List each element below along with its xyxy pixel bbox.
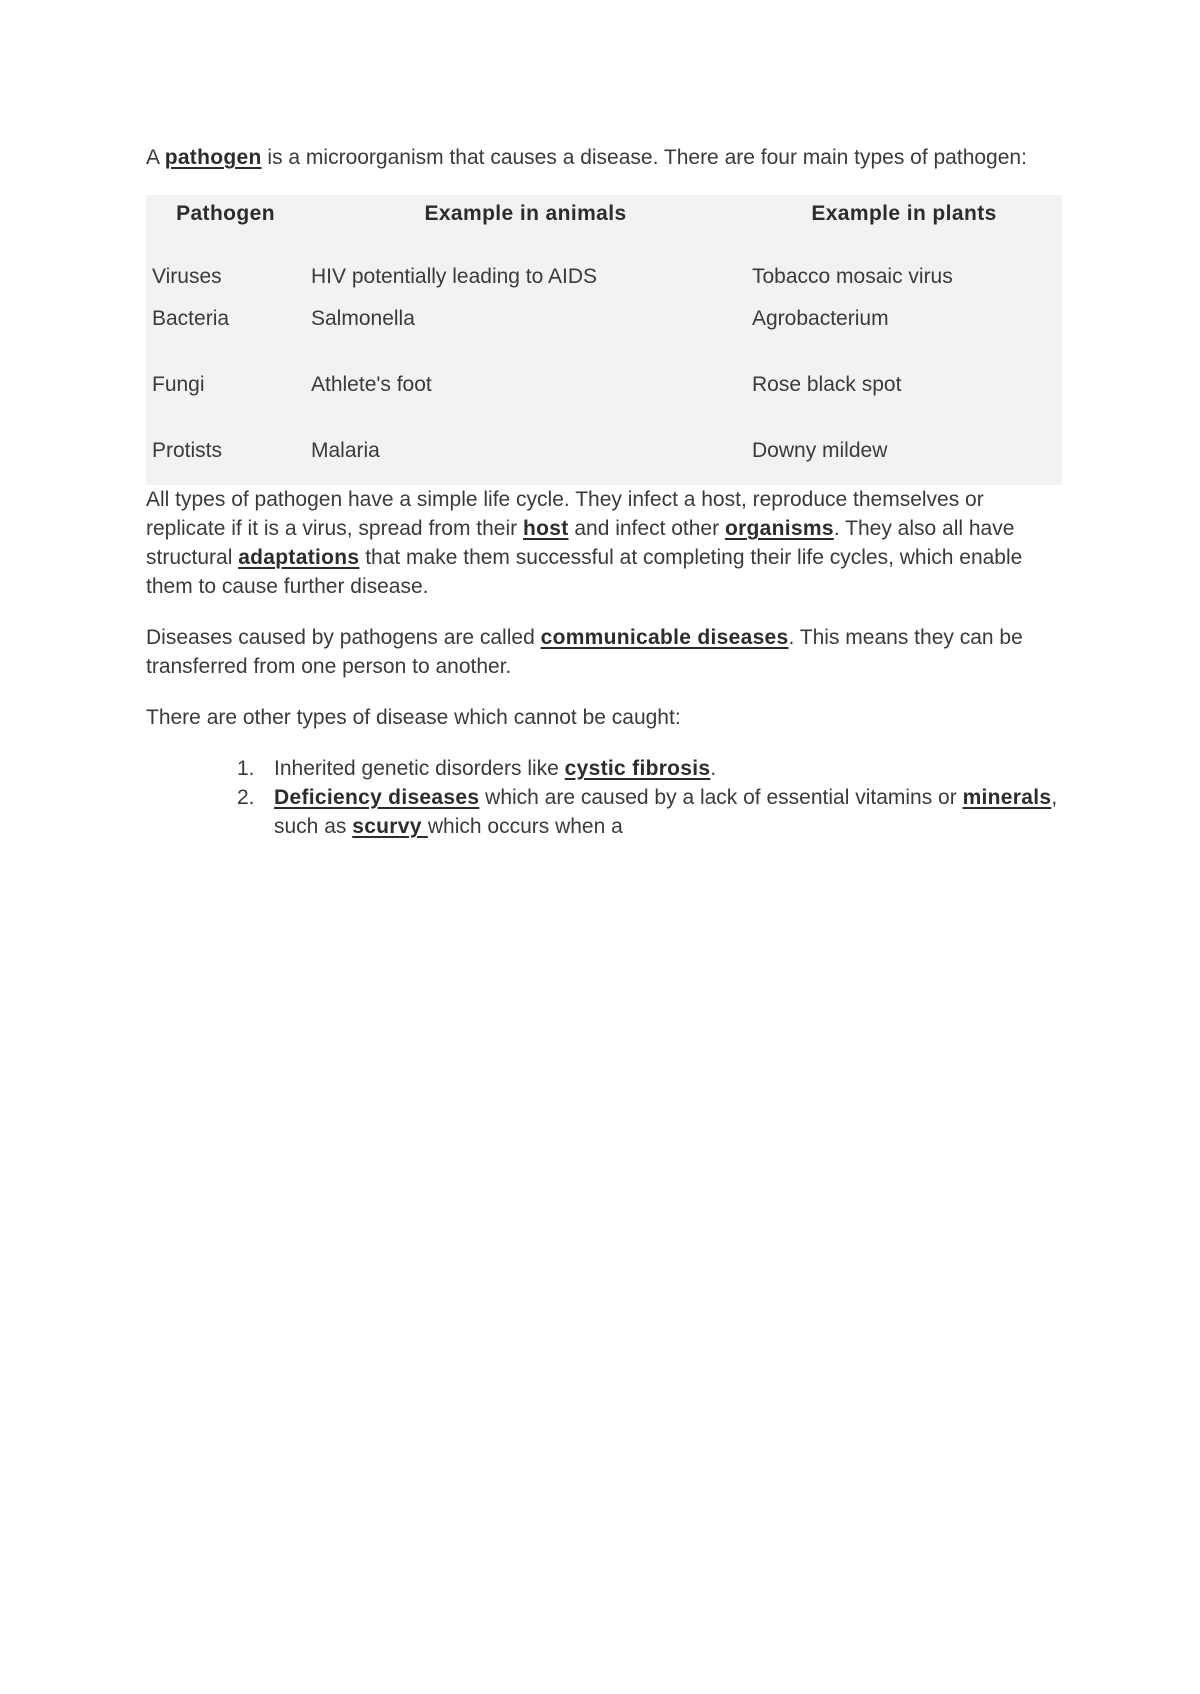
cell-plant-example: Rose black spot [752,373,902,396]
list-number: 1. [237,757,255,780]
list-item [237,754,1062,783]
cell-plant-example: Downy mildew [752,439,888,462]
term-deficiency-diseases: Deficiency diseases [274,786,480,809]
header-pathogen: Pathogen [176,202,275,225]
table-row [146,436,1062,485]
cell-animal-example: Athlete's foot [311,373,432,396]
term-pathogen: pathogen [164,146,262,169]
term-communicable-diseases: communicable diseases [540,626,789,649]
term-cystic-fibrosis: cystic fibrosis [564,757,711,780]
text-span: Diseases caused by pathogens are called [146,626,541,649]
header-example-animals: Example in animals [424,202,627,225]
table-row [146,370,1062,436]
text-span: which occurs when a [427,815,623,838]
cell-animal-example: Salmonella [311,307,415,330]
term-scurvy: scurvy [352,815,428,838]
cell-pathogen: Bacteria [152,307,230,330]
cell-animal-example: Malaria [311,439,380,462]
text-span: . This means they can be transferred from one person to another. [146,626,1023,678]
cell-pathogen: Protists [152,439,223,462]
cell-animal-example: HIV potentially leading to AIDS [311,265,598,288]
text-span: Inherited genetic disorders like [274,757,565,780]
list-item [237,783,1062,841]
term-adaptations: adaptations [238,546,360,569]
text-span: , such as [274,786,1058,838]
life-cycle-paragraph [146,485,1062,601]
pathogen-table [146,195,1062,485]
table-header-row [146,195,1062,238]
term-minerals: minerals [962,786,1052,809]
text-span: . [710,757,717,780]
table-row [146,238,1062,304]
cell-plant-example: Tobacco mosaic virus [752,265,953,288]
cell-pathogen: Fungi [152,373,205,396]
text-span: which are caused by a lack of essential vitamins or [479,786,963,809]
term-organisms: organisms [724,517,834,540]
communicable-paragraph [146,623,1062,681]
text-span: . They also all have structural [146,517,1015,569]
other-diseases-list [146,754,1062,841]
list-number: 2. [237,786,255,809]
text-span: and infect other [568,517,725,540]
header-example-plants: Example in plants [811,202,997,225]
intro-paragraph [146,143,1062,172]
cell-pathogen: Viruses [152,265,222,288]
text-span: All types of pathogen have a simple life cycle. They infect a host, reproduce themselves or replicate if it is a virus, spread from their [146,488,984,540]
cell-plant-example: Agrobacterium [752,307,889,330]
document-page [146,143,1062,841]
term-host: host [522,517,569,540]
table-row [146,304,1062,370]
text-span: that make them successful at completing their life cycles, which enable them to cause further disease. [146,546,1023,598]
other-diseases-paragraph: There are other types of disease which cannot be caught: [146,706,681,729]
intro-prefix: A [146,146,165,169]
intro-suffix: is a microorganism that causes a disease. There are four main types of pathogen: [261,146,1027,169]
